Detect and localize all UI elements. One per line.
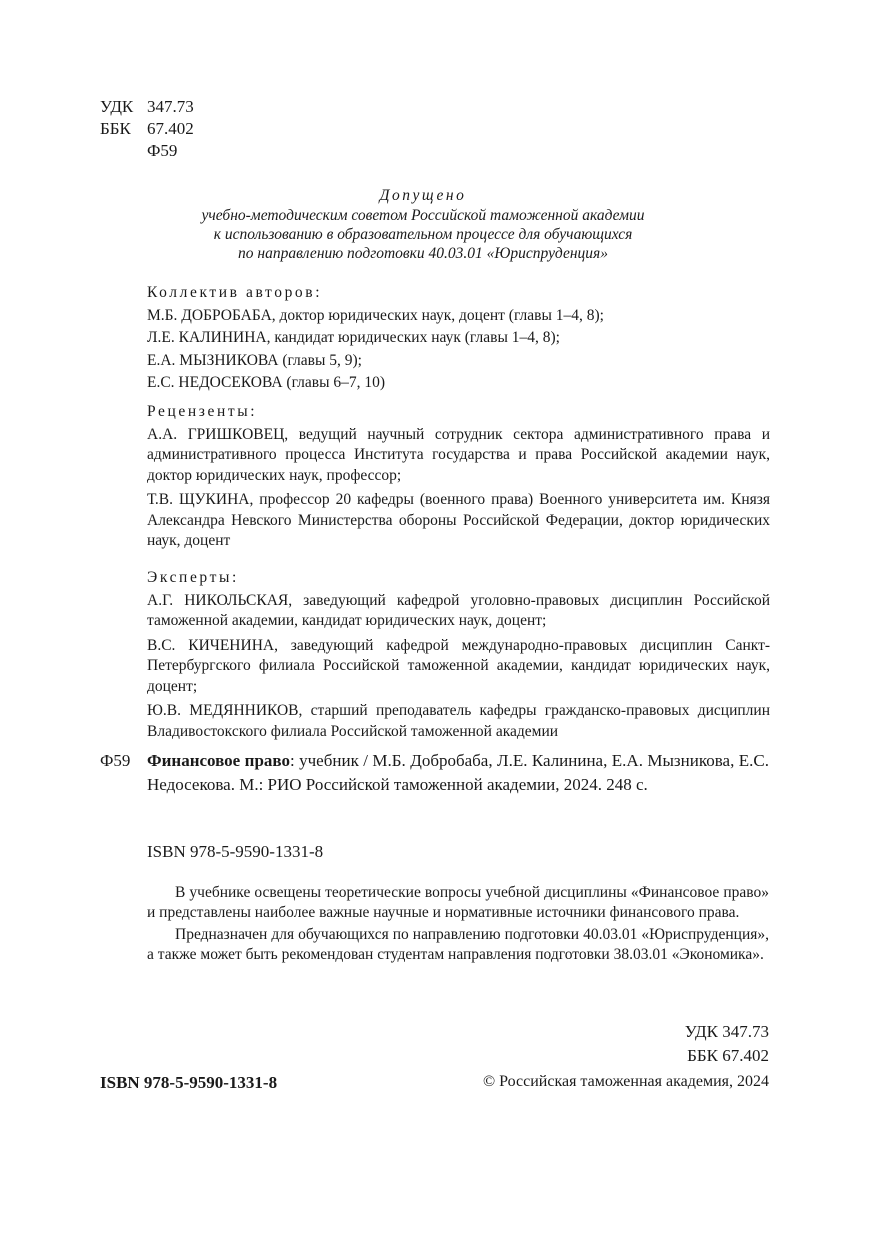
- approval-line-3: по направлению подготовки 40.03.01 «Юриспруденция»: [238, 245, 608, 262]
- annotation-paragraph-1: В учебнике освещены теоретические вопросы учебной дисциплины «Финансовое право» и представлены наиболее важные научные и нормативные источники финансового права.: [147, 884, 769, 921]
- approval-line-1: учебно-методическим советом Российской таможенной академии: [201, 207, 645, 224]
- footer-isbn: ISBN 978-5-9590-1331-8: [100, 1073, 278, 1092]
- classification-block: [100, 96, 194, 162]
- experts-section: [147, 568, 770, 746]
- reviewer-item: А.А. ГРИШКОВЕЦ, ведущий научный сотрудник сектора административного права и административного процесса Института государства и права Российской академии наук, доктор юридических наук, профессор;: [147, 425, 770, 484]
- expert-item: Ю.В. МЕДЯННИКОВ, старший преподаватель кафедры гражданско-правовых дисциплин Владивостокского филиала Российской таможенной академии: [147, 702, 770, 740]
- author-mark: Ф59: [147, 141, 178, 160]
- bbk-value: 67.402: [147, 119, 194, 138]
- classification-right: [600, 1020, 769, 1068]
- author-item: М.Б. ДОБРОБАБА, доктор юридических наук, доцент (главы 1–4, 8);: [147, 306, 604, 324]
- author-item: Е.А. МЫЗНИКОВА (главы 5, 9);: [147, 351, 362, 369]
- bbk-row: [100, 118, 194, 140]
- udk-label: УДК: [100, 97, 134, 116]
- copyright: © Российская таможенная академия, 2024: [482, 1073, 769, 1090]
- author-item: Е.С. НЕДОСЕКОВА (главы 6–7, 10): [147, 374, 386, 391]
- reviewers-section: [147, 402, 770, 556]
- experts-label: Эксперты:: [147, 569, 239, 586]
- reviewer-item: Т.В. ЩУКИНА, профессор 20 кафедры (военного права) Военного университета им. Князя Александра Невского Министерства обороны Российской Федерации, доктор юридических наук, доцент: [147, 491, 770, 549]
- authors-label: Коллектив авторов:: [147, 284, 323, 301]
- bbk-label: ББК: [100, 119, 131, 138]
- bibliographic-details: : учебник / М.Б. Добробаба, Л.Е. Калинина, Е.А. Мызникова, Е.С. Недосекова. М.: РИО Российской таможенной академии, 2024. 248 с.: [147, 751, 769, 794]
- author-mark-row: [100, 140, 194, 162]
- expert-item: А.Г. НИКОЛЬСКАЯ, заведующий кафедрой уголовно-правовых дисциплин Российской таможенной академии, кандидат юридических наук, доцент;: [147, 591, 770, 629]
- udk-right: УДК 347.73: [684, 1022, 769, 1041]
- bibliographic-record: [147, 749, 769, 797]
- approval-line-2: к использованию в образовательном процессе для обучающихся: [213, 226, 633, 243]
- book-title: Финансовое право: [147, 751, 290, 770]
- authors-section: [147, 283, 770, 396]
- approval-heading: Допущено: [379, 187, 467, 204]
- annotation-paragraph-2: Предназначен для обучающихся по направлению подготовки 40.03.01 «Юриспруденция», а также может быть рекомендован студентам направления подготовки 38.03.01 «Экономика».: [147, 926, 769, 963]
- bibliographic-code: Ф59: [100, 751, 131, 770]
- bbk-right: ББК 67.402: [687, 1046, 769, 1065]
- isbn-line: ISBN 978-5-9590-1331-8: [147, 842, 324, 861]
- udk-row: [100, 96, 194, 118]
- reviewers-label: Рецензенты:: [147, 403, 258, 420]
- approval-stamp: [150, 186, 696, 263]
- author-item: Л.Е. КАЛИНИНА, кандидат юридических наук (главы 1–4, 8);: [147, 329, 560, 346]
- udk-value: 347.73: [147, 97, 194, 116]
- annotation: [147, 883, 769, 967]
- expert-item: В.С. КИЧЕНИНА, заведующий кафедрой международно-правовых дисциплин Санкт-Петербургского филиала Российской таможенной академии, кандидат юридических наук, доцент;: [147, 636, 770, 695]
